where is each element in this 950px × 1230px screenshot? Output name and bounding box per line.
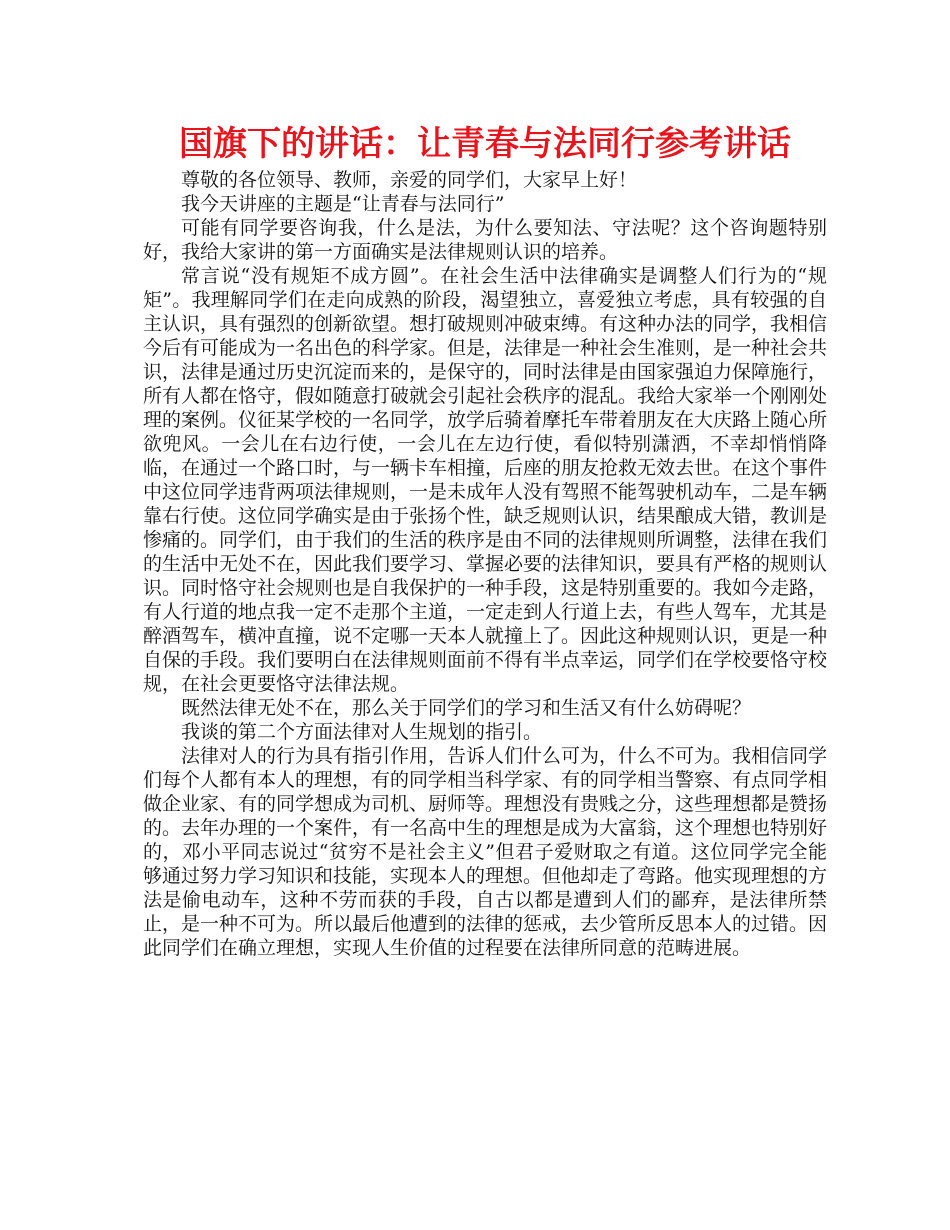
paragraph-life-guidance: 法律对人的行为具有指引作用，告诉人们什么可为，什么不可为。我相信同学们每个人都有本人的理想，有的同学相当科学家、有的同学相当警察、有点同学相做企业家、有的同学想成为司机、厨师等。理想没有贵贱之分，这些理想都是赞扬的。去年办理的一个案件，有一名高中生的理想是成为大富翁，这个理想也特别好的，邓小平同志说过“贫穷不是社会主义”但君子爱财取之有道。这位同学完全能够通过努力学习知识和技能，实现本人的理想。但他却走了弯路。他实现理想的方法是偷电动车，这种不劳而获的手段，自古以都是遭到人们的鄙弃，是法律所禁止，是一种不可为。所以最后他遭到的法律的惩戒，去少管所反思本人的过错。因此同学们在确立理想，实现人生价值的过程要在法律所同意的范畴进展。	[143, 745, 828, 959]
document-body	[143, 168, 827, 960]
document-page	[143, 120, 827, 960]
paragraph-second-aspect: 我谈的第二个方面法律对人生规划的指引。	[181, 721, 543, 743]
document-title: 国旗下的讲话：让青春与法同行参考讲话	[179, 124, 791, 164]
paragraph-transition: 既然法律无处不在，那么关于同学们的学习和生活又有什么妨碍呢？	[181, 697, 752, 719]
paragraph-greeting: 尊敬的各位领导、教师，亲爱的同学们，大家早上好！	[181, 169, 638, 191]
paragraph-question: 可能有同学要咨询我，什么是法，为什么要知法、守法呢？这个咨询题特别好，我给大家讲的第一方面确实是法律规则认识的培养。	[143, 217, 827, 263]
paragraph-rules-awareness: 常言说“没有规矩不成方圆”。在社会生活中法律确实是调整人们行为的“规矩”。我理解同学们在走向成熟的阶段，渴望独立，喜爱独立考虑，具有较强的自主认识，具有强烈的创新欲望。想打破规则冲破束缚。有这种办法的同学，我相信今后有可能成为一名出色的科学家。但是，法律是一种社会生准则，是一种社会共识，法律是通过历史沉淀而来的，是保守的，同时法律是由国家强迫力保障施行，所有人都在恪守，假如随意打破就会引起社会秩序的混乱。我给大家举一个刚刚处理的案例。仪征某学校的一名同学，放学后骑着摩托车带着朋友在大庆路上随心所欲兜风。一会儿在右边行使，一会儿在左边行使，看似特别潇洒，不幸却悄悄降临，在通过一个路口时，与一辆卡车相撞，后座的朋友抢救无效去世。在这个事件中这位同学违背两项法律规则，一是未成年人没有驾照不能驾驶机动车，二是车辆靠右行使。这位同学确实是由于张扬个性，缺乏规则认识，结果酿成大错，教训是惨痛的。同学们，由于我们的生活的秩序是由不同的法律规则所调整，法律在我们的生活中无处不在，因此我们要学习、掌握必要的法律知识，要具有严格的规则认识。同时恪守社会规则也是自我保护的一种手段，这是特别重要的。我如今走路，有人行道的地点我一定不走那个主道，一定走到人行道上去，有些人驾车，尤其是醉酒驾车，横冲直撞，说不定哪一天本人就撞上了。因此这种规则认识，更是一种自保的手段。我们要明白在法律规则面前不得有半点幸运，同学们在学校要恪守校规，在社会更要恪守法律法规。	[143, 265, 828, 695]
paragraph-topic: 我今天讲座的主题是“让青春与法同行”	[181, 193, 505, 215]
